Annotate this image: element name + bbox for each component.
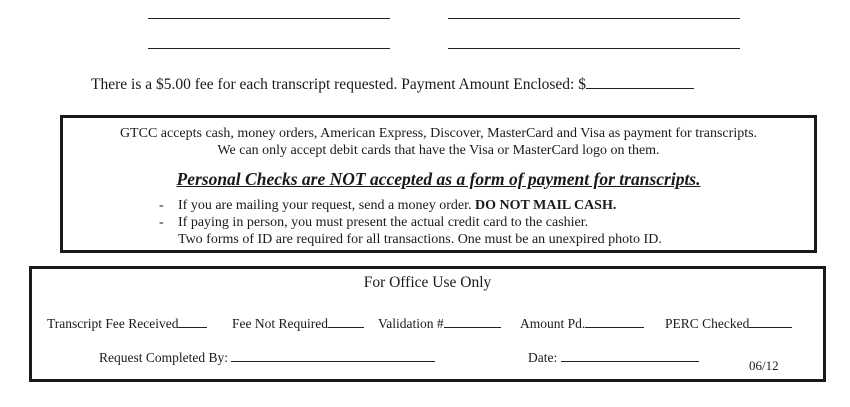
completed-by-field [99,349,435,366]
bullet-id-text: Two forms of ID are required for all transactions. One must be an unexpired photo ID. [178,232,662,247]
date-field [528,349,699,366]
top-left-blank-line-1[interactable] [148,18,390,19]
office-use-box [29,266,826,382]
fee-received-label: Transcript Fee Received [47,316,179,331]
personal-checks-heading-text: Personal Checks are NOT accepted as a form of payment for transcripts [176,169,697,189]
top-left-blank-line-2[interactable] [148,48,390,49]
fee-not-required-blank[interactable] [328,315,364,328]
perc-checked-field [665,315,792,332]
form-code: 06/12 [749,358,779,373]
amount-paid-blank[interactable] [585,315,644,328]
fee-received-field [47,315,207,332]
date-blank[interactable] [561,349,699,362]
payment-accept-text [63,125,814,159]
perc-checked-label: PERC Checked [665,316,750,331]
fee-notice [91,74,694,94]
fee-notice-text: There is a $5.00 fee for each transcript requested. Payment Amount Enclosed: $ [91,76,586,93]
bullet-dash: - [159,198,164,213]
amount-paid-field [520,315,644,332]
fee-not-required-field [232,315,364,332]
fee-received-blank[interactable] [178,315,207,328]
payment-bullets [159,197,662,248]
payment-amount-field[interactable] [586,74,694,89]
perc-checked-blank[interactable] [749,315,792,328]
validation-field [378,315,501,332]
top-right-blank-line-1[interactable] [448,18,740,19]
bullet-id-requirement [159,231,662,248]
completed-by-label: Request Completed By: [99,350,228,365]
top-right-blank-line-2[interactable] [448,48,740,49]
validation-label: Validation # [378,316,444,331]
bullet-dash: - [159,215,164,230]
validation-blank[interactable] [444,315,501,328]
bullet-mail-warning: DO NOT MAIL CASH. [475,198,617,213]
bullet-in-person [159,214,662,231]
office-use-title: For Office Use Only [363,274,492,291]
personal-checks-heading [63,169,814,190]
payment-info-box [60,115,817,253]
bullet-in-person-text: If paying in person, you must present the actual credit card to the cashier. [178,215,589,230]
personal-checks-heading-period: . [696,169,701,189]
date-label: Date: [528,350,558,365]
debit-card-line: We can only accept debit cards that have the Visa or MasterCard logo on them. [217,143,660,158]
completed-by-blank[interactable] [231,349,435,362]
bullet-mail-request [159,197,662,214]
fee-not-required-label: Fee Not Required [232,316,328,331]
bullet-mail-text: If you are mailing your request, send a money order. [178,198,476,213]
amount-paid-label: Amount Pd. [520,316,586,331]
accepted-payments-line: GTCC accepts cash, money orders, American Express, Discover, MasterCard and Visa as payment for transcripts. [119,126,758,141]
